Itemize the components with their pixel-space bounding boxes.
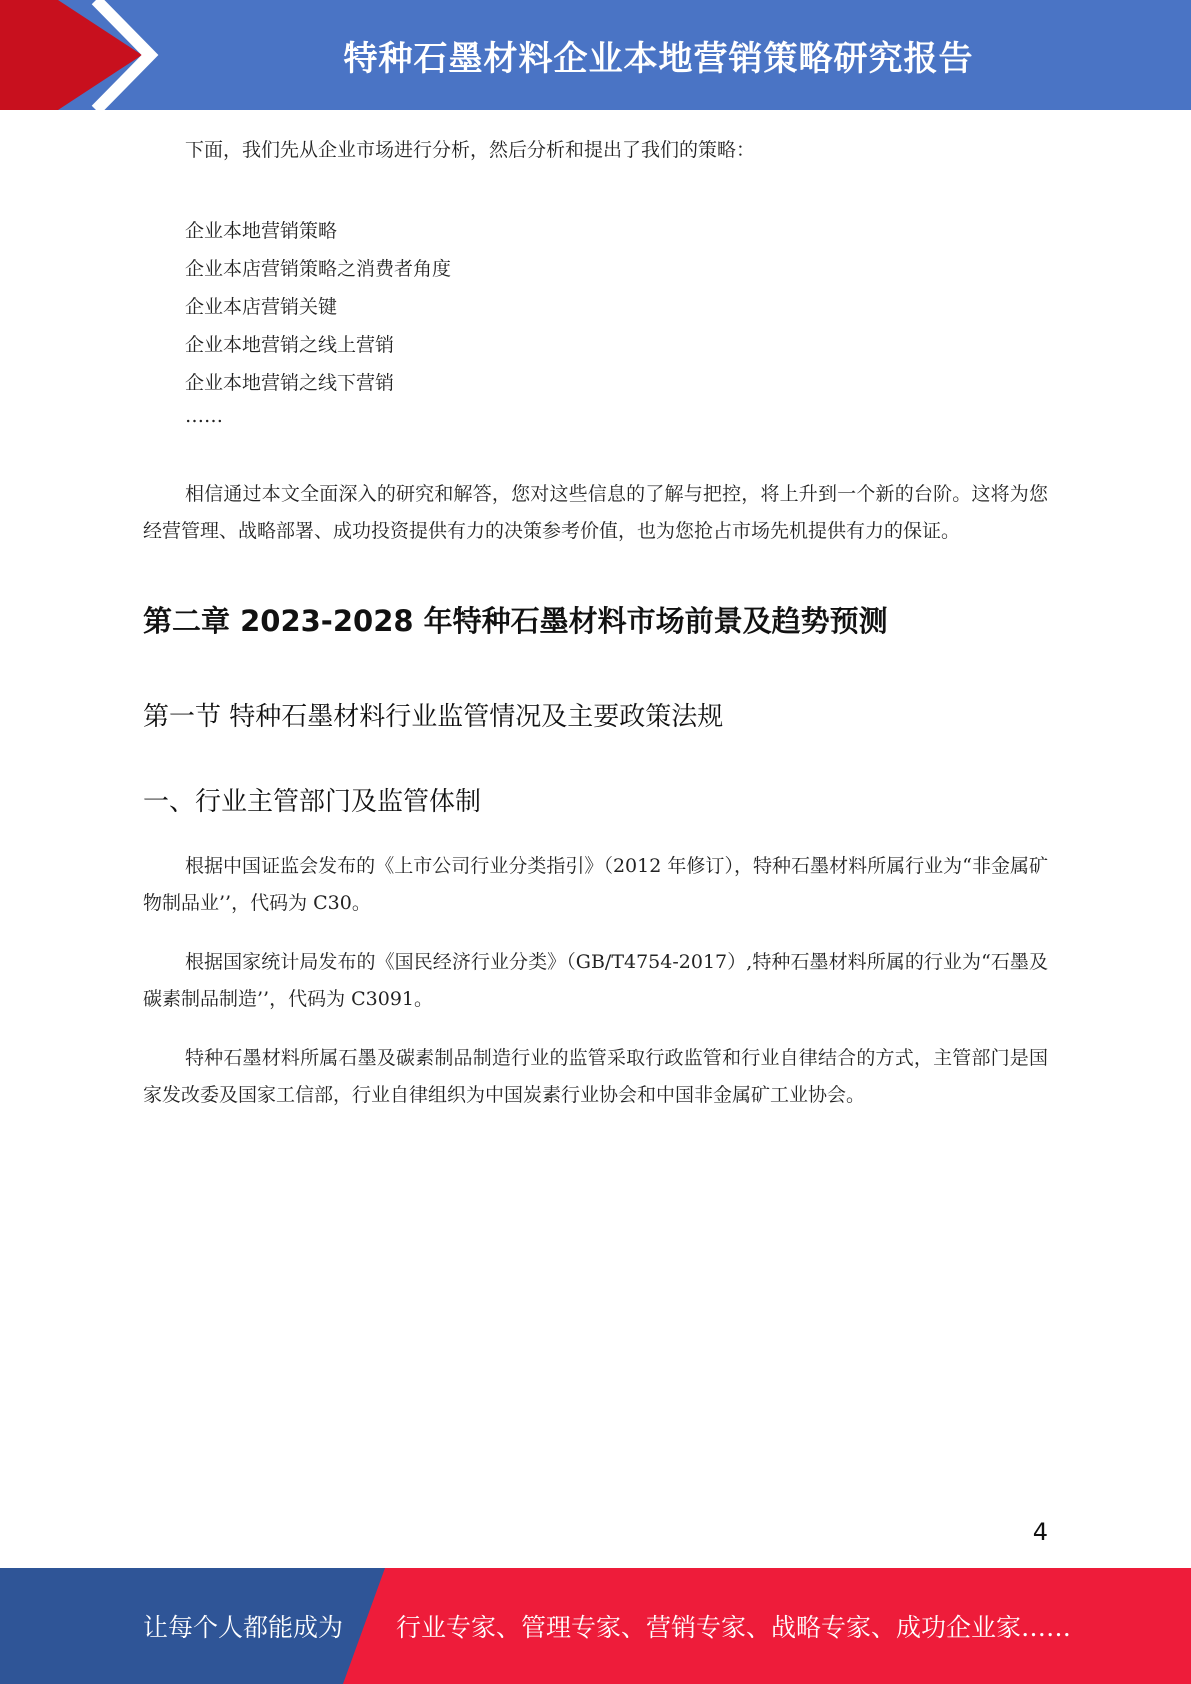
list-item: 企业本地营销之线下营销 <box>185 372 395 394</box>
page-number: 4 <box>1032 1518 1048 1546</box>
body-paragraph: 根据中国证监会发布的《上市公司行业分类指引》（2012 年修订），特种石墨材料所属行业为“非金属矿物制品业’’，代码为 C30。 <box>143 855 1048 914</box>
list-item: 企业本店营销关键 <box>185 296 338 318</box>
chapter-title: 第二章 2023-2028 年特种石墨材料市场前景及趋势预测 <box>143 604 888 638</box>
list-item: 企业本地营销策略 <box>185 220 338 242</box>
strategy-list <box>143 212 1048 430</box>
intro-closing-paragraph: 相信通过本文全面深入的研究和解答，您对这些信息的了解与把控，将上升到一个新的台阶。这将为您经营管理、战略部署、成功投资提供有力的决策参考价值，也为您抢占市场先机提供有力的保证。 <box>143 483 1048 542</box>
header-banner <box>0 0 1191 110</box>
intro-lead-paragraph: 下面，我们先从企业市场进行分析，然后分析和提出了我们的策略： <box>185 139 756 161</box>
footer-slogan-roles: 行业专家、管理专家、营销专家、战略专家、成功企业家…… <box>396 1613 1072 1642</box>
document-title: 特种石墨材料企业本地营销策略研究报告 <box>343 38 974 79</box>
list-item: 企业本店营销策略之消费者角度 <box>185 258 452 280</box>
subsection-title: 一、行业主管部门及监管体制 <box>143 787 482 817</box>
section-title: 第一节 特种石墨材料行业监管情况及主要政策法规 <box>143 702 724 732</box>
body-paragraph: 特种石墨材料所属石墨及碳素制品制造行业的监管采取行政监管和行业自律结合的方式，主管部门是国家发改委及国家工信部，行业自律组织为中国炭素行业协会和中国非金属矿工业协会。 <box>143 1047 1048 1106</box>
list-item: …… <box>185 405 223 427</box>
footer-banner <box>0 1568 1191 1684</box>
page-content <box>143 132 1048 1114</box>
footer-slogan-lead: 让每个人都能成为 <box>143 1613 344 1642</box>
list-item: 企业本地营销之线上营销 <box>185 334 395 356</box>
body-paragraph: 根据国家统计局发布的《国民经济行业分类》（GB/T4754-2017）,特种石墨材料所属的行业为“石墨及碳素制品制造’’，代码为 C3091。 <box>143 951 1048 1010</box>
